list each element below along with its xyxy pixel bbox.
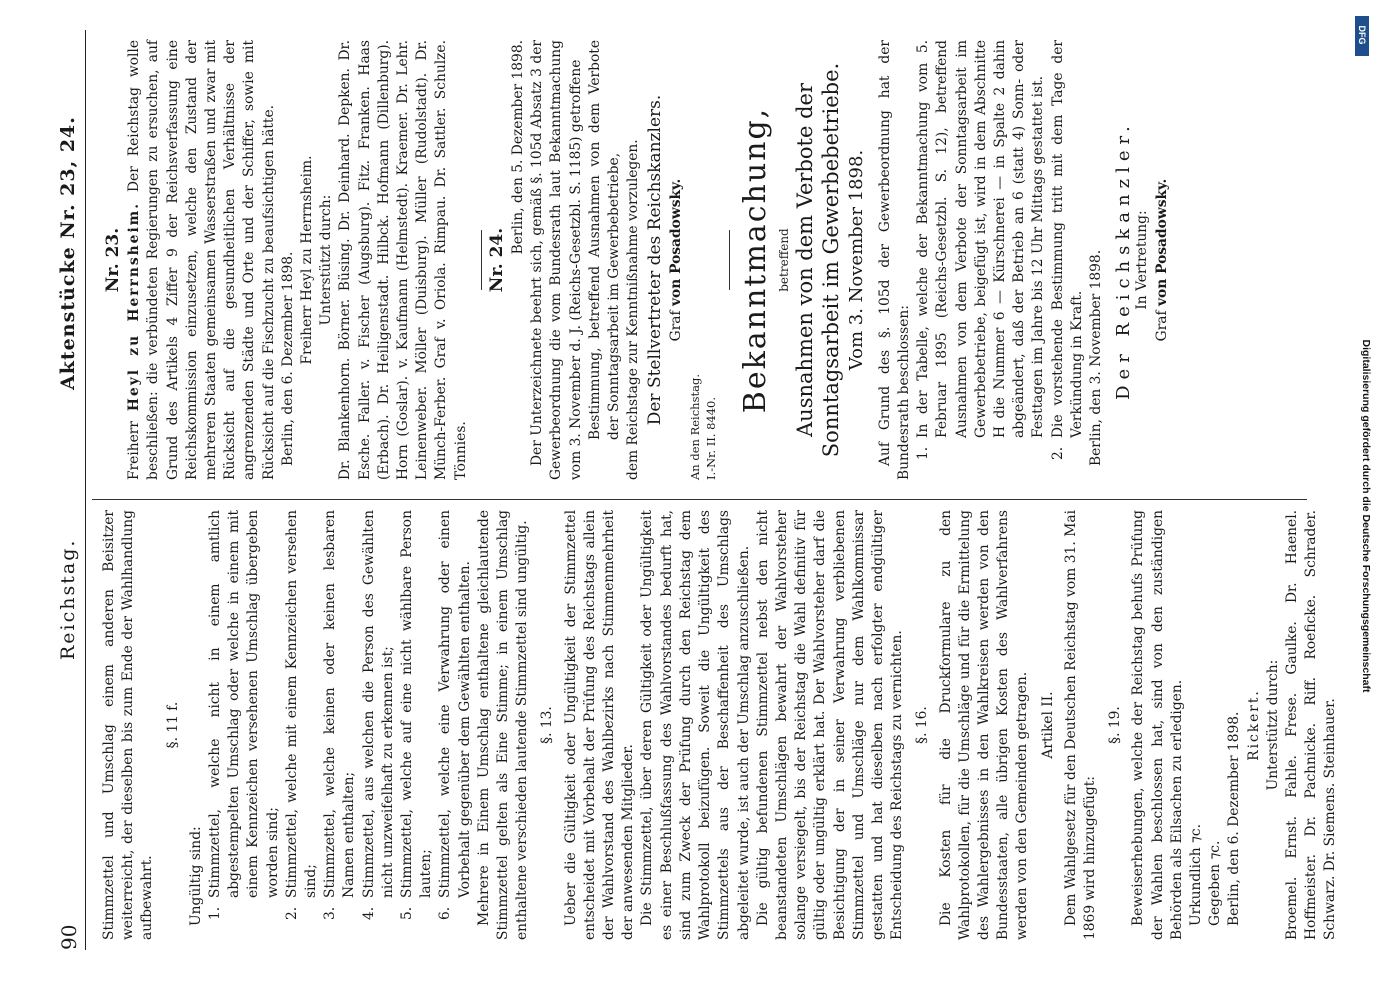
item-text: Stimmzettel, welche nicht in einem amtlich abgestempelten Umschlag oder welche in einem mit einem Kennzeichen versehenen Umschlag übergeben worden sind; (207, 510, 281, 898)
list-item (914, 40, 1048, 460)
list-item (1049, 40, 1087, 460)
signature: Rickert. (1245, 689, 1262, 761)
announcement-betreffend: betreffend (776, 228, 791, 292)
page-number: 90 (57, 924, 81, 950)
item-number: 5. (399, 906, 416, 920)
date-line: Berlin, den 6. Dezember 1898. (1226, 711, 1243, 926)
section-11f-heading: §. 11 f. (164, 701, 181, 749)
nr-23-supported-by: Unterstützt durch: (318, 194, 335, 326)
announcement-signature-deputy: In Vertretung: (1134, 210, 1151, 310)
list-item (206, 510, 283, 920)
nr-24-subject: Bestimmung, betreffend Ausnahmen von dem Verbote der Sonntagsarbeit im Gewerbebetriebe, (586, 40, 623, 440)
credit-text: Digitalisierung gefördert durch die Deutsche Forschungsgemeinschaft (1360, 339, 1372, 693)
item-number: 6. (437, 906, 454, 920)
item-text: Stimmzettel, welche keinen oder keinen lesbaren Namen enthalten; (322, 510, 358, 898)
invalid-ballots-list (206, 510, 475, 920)
running-head-left: Reichstag. (57, 538, 79, 660)
section-16-paragraph: Die Kosten für die Druckformulare zu den Wahlprotokollen, für die Umschläge und für die Ermittelung des Wahlergebnisses in den Wahlkreisen werden von den Bundesstaaten, alle übrigen Kosten des Wahlverfahrens werden von den Gemeinden getragen. (937, 510, 1031, 940)
item-number: 4. (360, 906, 377, 920)
item-text: Die vorstehende Bestimmung tritt mit dem Tage der Verkündung in Kraft. (1049, 40, 1085, 438)
list-item (436, 510, 474, 920)
announcement-signature-title: Der Reichskanzler. (1113, 120, 1135, 400)
item-text: Stimmzettel, welche mit einem Kennzeichen versehen sind; (283, 510, 320, 898)
section-11f-closing: Mehrere in Einem Umschlag enthaltene gleichlautende Stimmzettel gelten als Eine Stimme; in einem Umschlag enthaltene verschieden lautende Stimmzettel sind ungültig. (475, 510, 531, 940)
nr-24-signature (667, 40, 686, 480)
nr-23-supporters: Dr. Blankenhorn. Börner. Büsing. Dr. Deinhard. Depken. Dr. Esche. Faller. v. Fischer (Augsburg). Fitz. Franken. Haas (Erbach). Dr. Heiligenstadt. Hilbck. Hofmann (Dillenburg). Horn (Goslar). v. Kaufmann (Helmstedt). Kraemer. Dr. Lehr. Leinenweber. Möller (Duisburg). Müller (Rudolstadt). Dr. Münch-Ferber. Graf v. Oriola. Rimpau. Dr. Sattler. Schulze. Tönnies. (337, 40, 469, 480)
supporters-list: Broemel. Ernst. Fahle. Frese. Gaulke. Dr. Haenel. Hoffmeister. Dr. Pachnicke. Riff. Roeficke. Schrader. Schwarz. Dr. Siemens. Steinhauer. (1283, 510, 1339, 940)
gegeben-line: Gegeben ⁊c. (1207, 840, 1224, 926)
section-divider (729, 230, 730, 290)
left-column (100, 510, 1341, 940)
motion-author: Heyl zu Herrnsheim. (126, 201, 143, 412)
item-text: Stimmzettel, welche auf eine nicht wählbare Person lauten; (399, 510, 435, 898)
signature-prefix: Graf (1153, 310, 1170, 342)
nr-24-reference: I.-Nr. II. 8440. (703, 396, 718, 480)
signature-name: von Posadowsky. (1153, 178, 1170, 306)
item-text: Stimmzettel, aus welchen die Person des Gewählten nicht unzweifelhaft zu erkennen ist; (360, 510, 396, 898)
nr-24-signature-title: Der Stellvertreter des Reichskanzlers. (645, 94, 666, 426)
nr-24-date: Berlin, den 5. Dezember 1898. (510, 40, 527, 255)
announcement-signature (1153, 40, 1172, 480)
motion-text: Der Reichstag wolle beschließen: die verbündeten Regierungen zu ersuchen, auf Grund des Artikels 4 Ziffer 9 der Reichsverfassung eine Reichskommission einzusetzen, welche den Zustand der mehreren Staaten gemeinsamen Wasserstraßen und zwar mit Rücksicht auf die gesundheitlichen Verhältnisse der angrenzenden Städte und Orte und der Schiffer, sowie mit Rücksicht auf die Fischzucht zu beaufsichtigen hätte. (126, 40, 277, 480)
announcement-date: Vom 3. November 1898. (845, 149, 867, 371)
list-item (398, 510, 436, 920)
nr-24-paragraph: dem Reichstage zur Kenntnißnahme vorzulegen. (625, 139, 642, 480)
nr-23-motion (125, 40, 279, 480)
section-13-heading: §. 13. (539, 706, 556, 744)
column-divider (92, 499, 1307, 500)
list-item (283, 510, 321, 920)
page-header (55, 30, 86, 950)
item-number: 2. (1049, 446, 1066, 460)
dfg-logo: DFG (1355, 16, 1369, 56)
intro-paragraph: Stimmzettel und Umschlag einem anderen Beisitzer weiterreicht, der dieselben bis zum Ende der Wahlhandlung aufbewahrt. (101, 510, 156, 940)
running-head-right: Aktenstücke Nr. 23, 24. (57, 116, 79, 390)
section-divider (481, 230, 482, 290)
announcement-date-line: Berlin, den 3. November 1898. (1087, 249, 1104, 466)
announcement-title: Bekanntmachung, (737, 106, 773, 414)
nr-23-title: Nr. 23. (103, 227, 123, 293)
nr-23-date: Berlin, den 6. Dezember 1898. (279, 251, 296, 466)
motion-prefix: Freiherr (126, 421, 143, 480)
section-19-paragraph: Beweiserhebungen, welche der Reichstag behufs Prüfung der Wahlen beschlossen hat, sind von den zuständigen Behörden als Eilsachen zu erledigen. (1130, 510, 1185, 940)
section-13-paragraph: Die Stimmzettel, über deren Gültigkeit oder Ungültigkeit es einer Beschlußfassung des Wahlvorstandes bedurft hat, sind zum Zweck der Prüfung durch den Reichstag dem Wahlprotokoll beizufügen. Soweit die Ungültigkeit des Stimmzettels aus der Beschaffenheit des Umschlags abgeleitet wurde, ist auch der Umschlag anzuschließen. (639, 510, 752, 940)
item-text: Stimmzettel, welche eine Verwahrung oder einen Vorbehalt gegenüber dem Gewählten enthalten. (437, 510, 473, 898)
nr-23-signer: Freiherr Heyl zu Herrnsheim. (299, 155, 316, 365)
supported-by-label: Unterstützt durch: (1264, 659, 1281, 791)
section-16-heading: §. 16. (914, 706, 931, 744)
urkundlich-line: Urkundlich ⁊c. (1187, 824, 1204, 926)
list-item (360, 510, 398, 920)
digitization-credit (1352, 8, 1372, 992)
section-11f-lead: Ungültig sind: (187, 826, 204, 926)
nr-24-paragraph: Der Unterzeichnete beehrt sich, gemäß §. 105d Absatz 3 der Gewerbeordnung die vom Bundesrath laut Bekanntmachung vom 3. November d. J. (Reichs-Gesetzbl. S. 1185) getroffene (529, 40, 584, 480)
item-text: In der Tabelle, welche der Bekanntmachung vom 5. Februar 1895 (Reichs-Gesetzbl. S. 12), betreffend Ausnahmen von dem Verbote der Sonntagsarbeit im Gewerbebetriebe, beigefügt ist, wird in dem Abschnitte H die Nummer 6 — Kürschnerei — in Spalte 2 dahin abgeändert, daß der Betrieb an 6 (statt 4) Sonn- oder Festtagen im Jahre bis 12 Uhr Mittags gestattet ist. (915, 40, 1047, 438)
announcement-list (914, 40, 1087, 460)
announcement-subject: Ausnahmen von dem Verbote der Sonntagsarbeit im Gewerbebetriebe. (792, 62, 843, 458)
item-number: 3. (322, 906, 339, 920)
section-13-paragraph: Ueber die Gültigkeit oder Ungültigkeit der Stimmzettel entscheidet mit Vorbehalt der Prüfung des Reichstags allein der Wahlvorstand des Wahlbezirks nach Stimmenmehrheit der anwesenden Mitglieder. (562, 510, 637, 940)
signature-name: von Posadowsky. (668, 178, 685, 306)
section-19-heading: §. 19. (1107, 706, 1124, 744)
section-13-paragraph: Die gültig befundenen Stimmzettel nebst den nicht beanstandeten Umschlägen bewahrt der Wahlvorsteher solange versiegelt, bis der Reichstag die Wahl definitiv für gültig oder ungültig erklärt hat. Der Wahlvorsteher darf die Besichtigung der in seiner Verwahrung verbliebenen Stimmzettel und Umschläge nur dem Wahlkommissar gestatten und hat dieselben nach erfolgter endgültiger Entscheidung des Reichstags zu vernichten. (754, 510, 906, 940)
signature-prefix: Graf (668, 310, 685, 342)
article-2-heading: Artikel II. (1039, 691, 1056, 759)
item-number: 1. (207, 906, 224, 920)
article-2-paragraph: Dem Wahlgesetz für den Deutschen Reichstag vom 31. Mai 1869 wird hinzugefügt: (1062, 510, 1098, 940)
right-column (100, 40, 1172, 480)
list-item (321, 510, 359, 920)
item-number: 1. (915, 446, 932, 460)
nr-24-addressee: An den Reichstag. (687, 374, 702, 480)
nr-24-title: Nr. 24. (486, 227, 507, 293)
item-number: 2. (283, 906, 300, 920)
announcement-paragraph: Auf Grund des §. 105d der Gewerbeordnung hat der Bundesrath beschlossen: (876, 40, 912, 480)
